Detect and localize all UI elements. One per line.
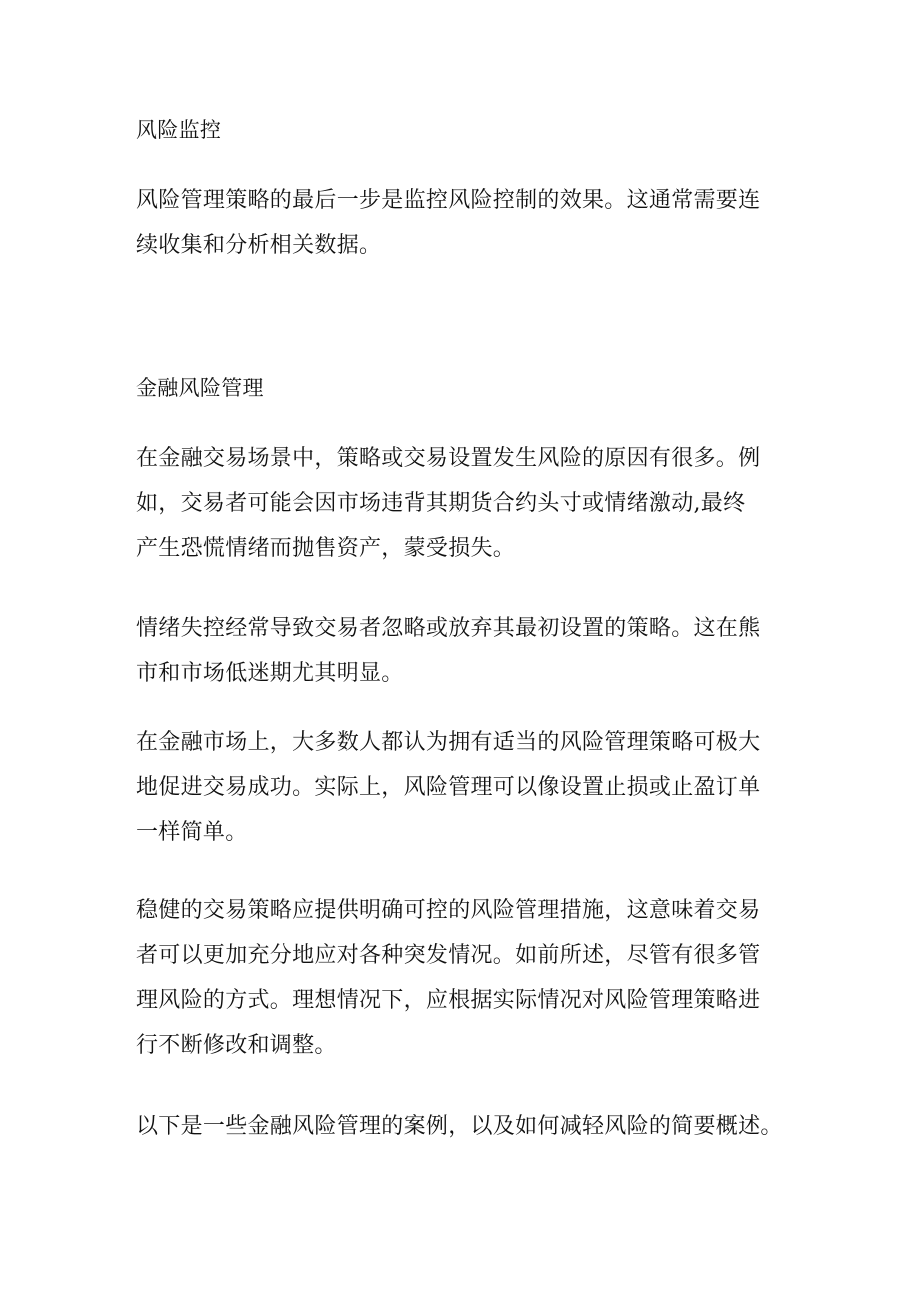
paragraph-risk-strategy-success: [136, 720, 816, 855]
section-heading-financial-risk-management: [136, 366, 816, 411]
paragraph-line: 稳健的交易策略应提供明确可控的风险管理措施，这意味着交易: [136, 898, 761, 923]
paragraph-trading-risk-causes: [136, 436, 816, 571]
paragraph-line: 行不断修改和调整。: [136, 1033, 337, 1058]
heading-text: 金融风险管理: [136, 376, 264, 400]
paragraph-line: 产生恐慌情绪而抛售资产，蒙受损失。: [136, 536, 516, 561]
paragraph-robust-strategy: [136, 888, 816, 1068]
paragraph-line: 在金融交易场景中，策略或交易设置发生风险的原因有很多。例: [136, 446, 761, 471]
paragraph-line: 市和市场低迷期尤其明显。: [136, 661, 404, 686]
paragraph-line: 在金融市场上，大多数人都认为拥有适当的风险管理策略可极大: [136, 730, 761, 755]
paragraph-line: 地促进交易成功。实际上，风险管理可以像设置止损或止盈订单: [136, 775, 761, 800]
paragraph-line: 风险管理策略的最后一步是监控风险控制的效果。这通常需要连: [136, 188, 761, 213]
paragraph-case-intro: [136, 1104, 816, 1149]
paragraph-line: 以下是一些金融风险管理的案例，以及如何减轻风险的简要概述。: [136, 1114, 783, 1139]
paragraph-emotional-control: [136, 606, 816, 696]
paragraph-line: 一样简单。: [136, 820, 248, 845]
paragraph-line: 如，交易者可能会因市场违背其期货合约头寸或情绪激动,最终: [136, 491, 746, 516]
paragraph-line: 情绪失控经常导致交易者忽略或放弃其最初设置的策略。这在熊: [136, 616, 761, 641]
paragraph-line: 续收集和分析相关数据。: [136, 233, 382, 258]
heading-text: 风险监控: [136, 118, 222, 142]
paragraph-line: 理风险的方式。理想情况下，应根据实际情况对风险管理策略进: [136, 988, 761, 1013]
paragraph-line: 者可以更加充分地应对各种突发情况。如前所述，尽管有很多管: [136, 943, 761, 968]
section-heading-risk-monitoring: [136, 108, 816, 153]
paragraph-risk-monitoring: [136, 178, 816, 268]
